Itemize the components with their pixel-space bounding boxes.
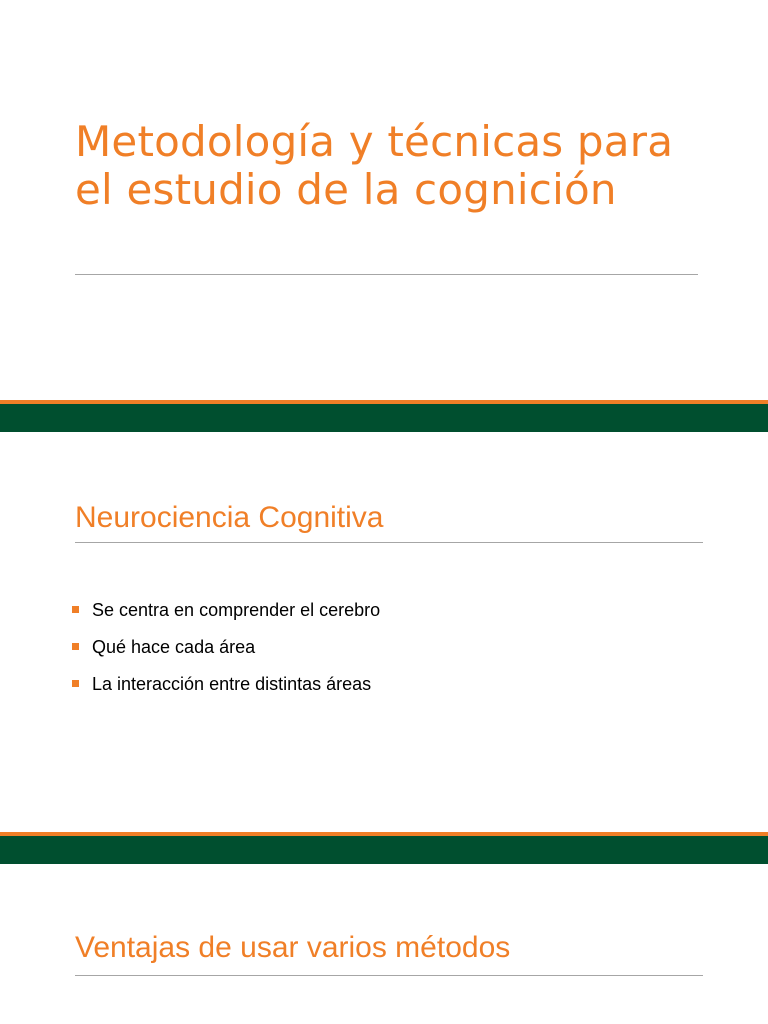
bullet-item	[72, 669, 380, 706]
slide-1-title-underline	[75, 274, 698, 275]
slide-2-title-underline	[75, 542, 703, 543]
square-bullet-icon	[72, 643, 79, 650]
square-bullet-icon	[72, 680, 79, 687]
slide-3-title: Ventajas de usar varios métodos	[75, 931, 511, 964]
slide-divider-band-2	[0, 832, 768, 864]
divider-green-stripe	[0, 404, 768, 432]
bullet-text: Se centra en comprender el cerebro	[92, 600, 381, 620]
slide-2-title: Neurociencia Cognitiva	[75, 501, 384, 534]
slide-2-bullet-list	[72, 595, 380, 706]
square-bullet-icon	[72, 606, 79, 613]
bullet-item	[72, 595, 380, 632]
slide-1-title: Metodología y técnicas para el estudio de la cognición	[75, 117, 674, 214]
slide-3-title-underline	[75, 975, 703, 976]
slide-divider-band-1	[0, 400, 768, 432]
bullet-text: La interacción entre distintas áreas	[92, 674, 372, 694]
bullet-item	[72, 632, 380, 669]
slide-1	[0, 0, 768, 400]
divider-green-stripe	[0, 836, 768, 864]
bullet-text: Qué hace cada área	[92, 637, 256, 657]
